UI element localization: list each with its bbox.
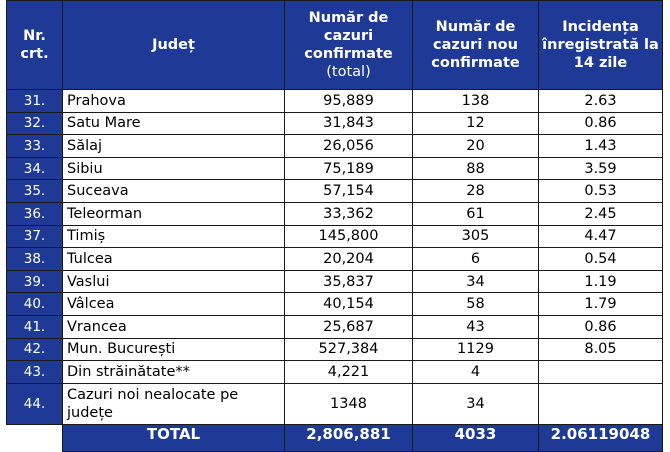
new-cases: 34 [413, 270, 539, 293]
incidence: 0.54 [539, 248, 663, 271]
county-name: Teleorman [63, 202, 285, 225]
incidence: 2.45 [539, 202, 663, 225]
table-row [7, 157, 663, 180]
table-row [7, 112, 663, 135]
county-name: Sibiu [63, 157, 285, 180]
total-cases: 75,189 [285, 157, 413, 180]
row-number: 41. [7, 315, 63, 338]
county-name: Sălaj [63, 135, 285, 158]
row-number: 39. [7, 270, 63, 293]
county-name: Prahova [63, 90, 285, 113]
new-cases: 20 [413, 135, 539, 158]
row-number: 36. [7, 202, 63, 225]
new-cases: 28 [413, 180, 539, 203]
table-row [7, 202, 663, 225]
table-header-row [7, 1, 663, 90]
table-row [7, 135, 663, 158]
new-cases: 138 [413, 90, 539, 113]
new-cases: 43 [413, 315, 539, 338]
total-new-cases-sum: 4033 [413, 424, 539, 451]
row-number: 40. [7, 293, 63, 316]
header-new-confirmed: Număr de cazuri nou confirmate [413, 1, 539, 90]
total-cases: 4,221 [285, 361, 413, 384]
table-row [7, 225, 663, 248]
county-name: Suceava [63, 180, 285, 203]
row-number: 38. [7, 248, 63, 271]
incidence: 8.05 [539, 338, 663, 361]
incidence [539, 361, 663, 384]
incidence: 0.86 [539, 112, 663, 135]
row-number: 31. [7, 90, 63, 113]
total-cases-sum: 2,806,881 [285, 424, 413, 451]
total-cases: 26,056 [285, 135, 413, 158]
new-cases: 34 [413, 383, 539, 424]
table-row [7, 248, 663, 271]
header-nr: Nr. crt. [7, 1, 63, 90]
row-number: 42. [7, 338, 63, 361]
incidence: 1.19 [539, 270, 663, 293]
table-row [7, 383, 663, 424]
total-cases: 35,837 [285, 270, 413, 293]
incidence: 1.43 [539, 135, 663, 158]
total-cases: 20,204 [285, 248, 413, 271]
total-cases: 40,154 [285, 293, 413, 316]
incidence: 1.79 [539, 293, 663, 316]
header-incidence: Incidența înregistrată la 14 zile [539, 1, 663, 90]
county-name: Satu Mare [63, 112, 285, 135]
table-row [7, 293, 663, 316]
total-cases: 33,362 [285, 202, 413, 225]
total-cases: 527,384 [285, 338, 413, 361]
incidence: 4.47 [539, 225, 663, 248]
new-cases: 58 [413, 293, 539, 316]
table-row [7, 315, 663, 338]
row-number: 44. [7, 383, 63, 424]
incidence: 0.53 [539, 180, 663, 203]
table-row [7, 361, 663, 384]
table-row [7, 270, 663, 293]
total-blank-cell [7, 424, 63, 451]
new-cases: 4 [413, 361, 539, 384]
county-name: Mun. București [63, 338, 285, 361]
new-cases: 88 [413, 157, 539, 180]
row-number: 37. [7, 225, 63, 248]
county-name: Timiș [63, 225, 285, 248]
new-cases: 6 [413, 248, 539, 271]
incidence: 0.86 [539, 315, 663, 338]
county-name: Cazuri noi nealocate pe județe [63, 383, 285, 424]
table-row [7, 180, 663, 203]
new-cases: 61 [413, 202, 539, 225]
total-label: TOTAL [63, 424, 285, 451]
new-cases: 305 [413, 225, 539, 248]
total-cases: 1348 [285, 383, 413, 424]
county-name: Tulcea [63, 248, 285, 271]
header-confirmed-total: Număr de cazuri confirmate (total) [285, 1, 413, 90]
covid-county-table [6, 0, 663, 452]
table-row [7, 90, 663, 113]
total-row [7, 424, 663, 451]
county-name: Vaslui [63, 270, 285, 293]
incidence: 3.59 [539, 157, 663, 180]
header-judet: Județ [63, 1, 285, 90]
total-cases: 145,800 [285, 225, 413, 248]
total-cases: 25,687 [285, 315, 413, 338]
new-cases: 12 [413, 112, 539, 135]
new-cases: 1129 [413, 338, 539, 361]
county-name: Din străinătate** [63, 361, 285, 384]
total-cases: 95,889 [285, 90, 413, 113]
incidence [539, 383, 663, 424]
county-name: Vrancea [63, 315, 285, 338]
row-number: 33. [7, 135, 63, 158]
row-number: 32. [7, 112, 63, 135]
table-row [7, 338, 663, 361]
total-cases: 31,843 [285, 112, 413, 135]
row-number: 43. [7, 361, 63, 384]
county-name: Vâlcea [63, 293, 285, 316]
incidence: 2.63 [539, 90, 663, 113]
row-number: 35. [7, 180, 63, 203]
total-incidence: 2.06119048 [539, 424, 663, 451]
row-number: 34. [7, 157, 63, 180]
total-cases: 57,154 [285, 180, 413, 203]
